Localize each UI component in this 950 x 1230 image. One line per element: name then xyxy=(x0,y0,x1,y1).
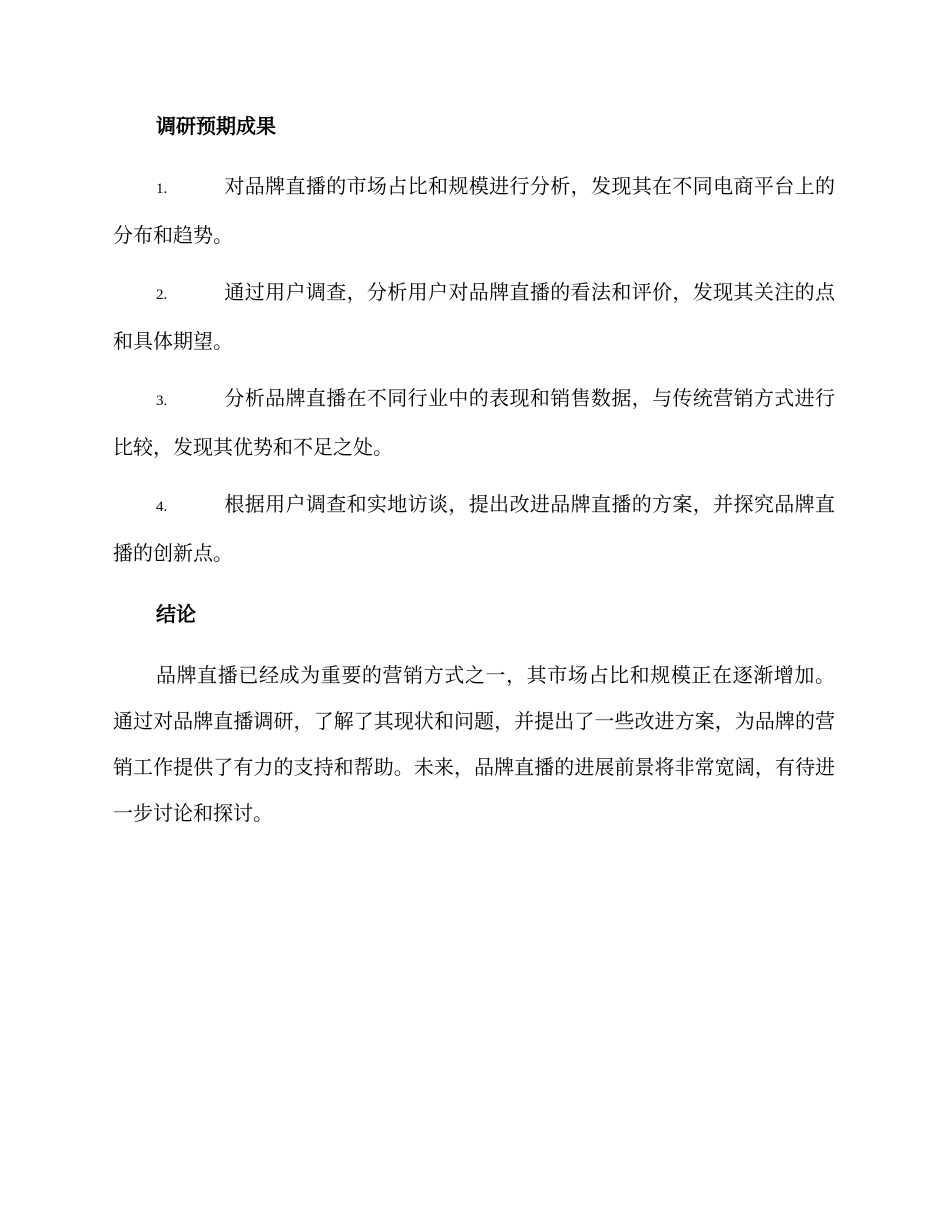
section-heading-expected-results: 调研预期成果 xyxy=(156,114,276,138)
list-item xyxy=(113,163,835,258)
section-heading-conclusion: 结论 xyxy=(156,602,196,626)
list-item-number: 4. xyxy=(156,499,168,515)
conclusion-paragraph: 品牌直播已经成为重要的营销方式之一，其市场占比和规模正在逐渐增加。通过对品牌直播调研，了解了其现状和问题，并提出了一些改进方案，为品牌的营销工作提供了有力的支持和帮助。未来，品牌直播的进展前景将非常宽阔，有待进一步讨论和探讨。 xyxy=(113,663,835,825)
list-item-number: 1. xyxy=(156,181,168,197)
list-item-text: 根据用户调查和实地访谈，提出改进品牌直播的方案，并探究品牌直播的创新点。 xyxy=(113,492,835,565)
list-item-text: 通过用户调查，分析用户对品牌直播的看法和评价，发现其关注的点和具体期望。 xyxy=(113,280,835,353)
list-item xyxy=(113,481,835,576)
list-item xyxy=(113,269,835,364)
list-item-number: 2. xyxy=(156,287,168,303)
list-item xyxy=(113,375,835,470)
list-item-number: 3. xyxy=(156,393,168,409)
document-page xyxy=(113,110,835,836)
list-item-text: 分析品牌直播在不同行业中的表现和销售数据，与传统营销方式进行比较，发现其优势和不足之处。 xyxy=(113,386,835,459)
list-item-text: 对品牌直播的市场占比和规模进行分析，发现其在不同电商平台上的分布和趋势。 xyxy=(113,174,835,247)
